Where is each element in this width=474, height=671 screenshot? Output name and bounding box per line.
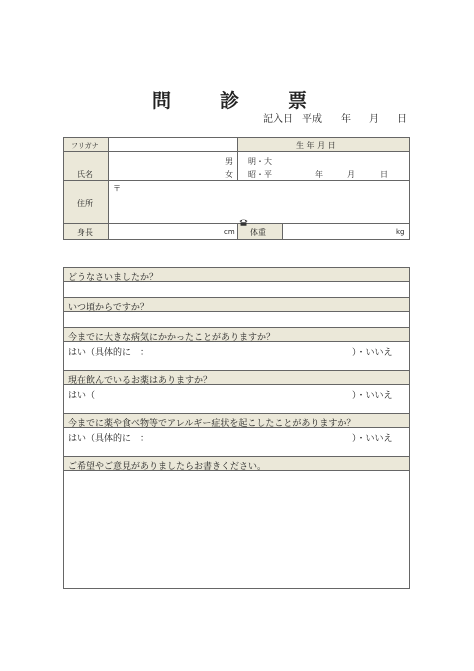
month-label: 月	[369, 114, 379, 125]
entry-day-input[interactable]	[380, 109, 394, 119]
divider	[282, 223, 283, 240]
divider	[237, 223, 238, 240]
name-input[interactable]	[112, 158, 220, 176]
form-title: 問 診 票	[151, 90, 322, 112]
postal-mark: 〒	[113, 184, 121, 193]
year-label: 年	[341, 114, 351, 125]
question-3-detail-input[interactable]	[158, 344, 348, 354]
weight-unit: kg	[396, 228, 405, 236]
birth-year-input[interactable]	[290, 167, 312, 177]
question-2-title: いつ頃からですか？	[68, 303, 149, 313]
question-4-yes-option[interactable]: はい（	[68, 391, 96, 401]
telephone-icon	[239, 211, 248, 219]
day-label: 日	[397, 114, 407, 125]
phone-input[interactable]	[252, 209, 402, 219]
birth-month-input[interactable]	[328, 167, 344, 177]
birth-month-label: 月	[347, 170, 355, 179]
furigana-label: フリガナ	[71, 142, 99, 150]
question-4-title: 現在飲んでいるお薬はありますか？	[68, 376, 213, 386]
question-4-no-option[interactable]: ）・いいえ	[352, 391, 393, 401]
question-5-detail-input[interactable]	[158, 430, 348, 440]
weight-label: 体重	[250, 228, 266, 237]
height-input[interactable]	[112, 226, 220, 236]
height-label: 身長	[77, 228, 93, 237]
question-5-no-option[interactable]: ）・いいえ	[352, 434, 393, 444]
postal-code-input[interactable]	[124, 182, 214, 192]
question-4-detail-input[interactable]	[100, 387, 348, 397]
birth-year-label: 年	[315, 170, 323, 179]
birth-day-label: 日	[380, 170, 388, 179]
height-unit: cm	[224, 228, 235, 236]
divider	[63, 180, 410, 181]
era-option-meiji-taisho[interactable]: 明・大	[248, 157, 272, 166]
entry-year-input[interactable]	[322, 109, 338, 119]
era-option-showa-heisei[interactable]: 昭・平	[248, 170, 272, 179]
birth-day-input[interactable]	[360, 167, 376, 177]
era-label: 平成	[302, 114, 322, 125]
question-1-title: どうなさいましたか？	[68, 273, 159, 283]
question-3-title: 今までに大きな病気にかかったことがありますか？	[68, 333, 276, 343]
question-6-title: ご希望やご意見がありましたらお書きください。	[68, 462, 267, 472]
question-5-yes-option[interactable]: はい（具体的に ：	[68, 434, 150, 444]
question-3-yes-option[interactable]: はい（具体的に ：	[68, 348, 150, 358]
address-input[interactable]	[112, 196, 402, 208]
question-1-answer-input[interactable]	[68, 283, 404, 295]
birthdate-label: 生 年 月 日	[296, 141, 336, 150]
question-5-title: 今までに薬や食べ物等でアレルギー症状を起こしたことがありますか？	[68, 419, 356, 429]
entry-month-input[interactable]	[352, 109, 366, 119]
weight-input[interactable]	[287, 226, 392, 236]
name-label: 氏名	[77, 170, 93, 179]
divider	[237, 137, 238, 180]
furigana-input[interactable]	[112, 139, 234, 150]
question-3-no-option[interactable]: ）・いいえ	[352, 348, 393, 358]
sex-female-option[interactable]: 女	[225, 170, 233, 179]
sex-male-option[interactable]: 男	[225, 157, 233, 166]
divider	[108, 137, 109, 240]
question-2-answer-input[interactable]	[68, 313, 404, 325]
comments-textarea[interactable]	[66, 473, 407, 585]
address-label: 住所	[77, 199, 93, 208]
date-label: 記入日	[263, 114, 293, 125]
